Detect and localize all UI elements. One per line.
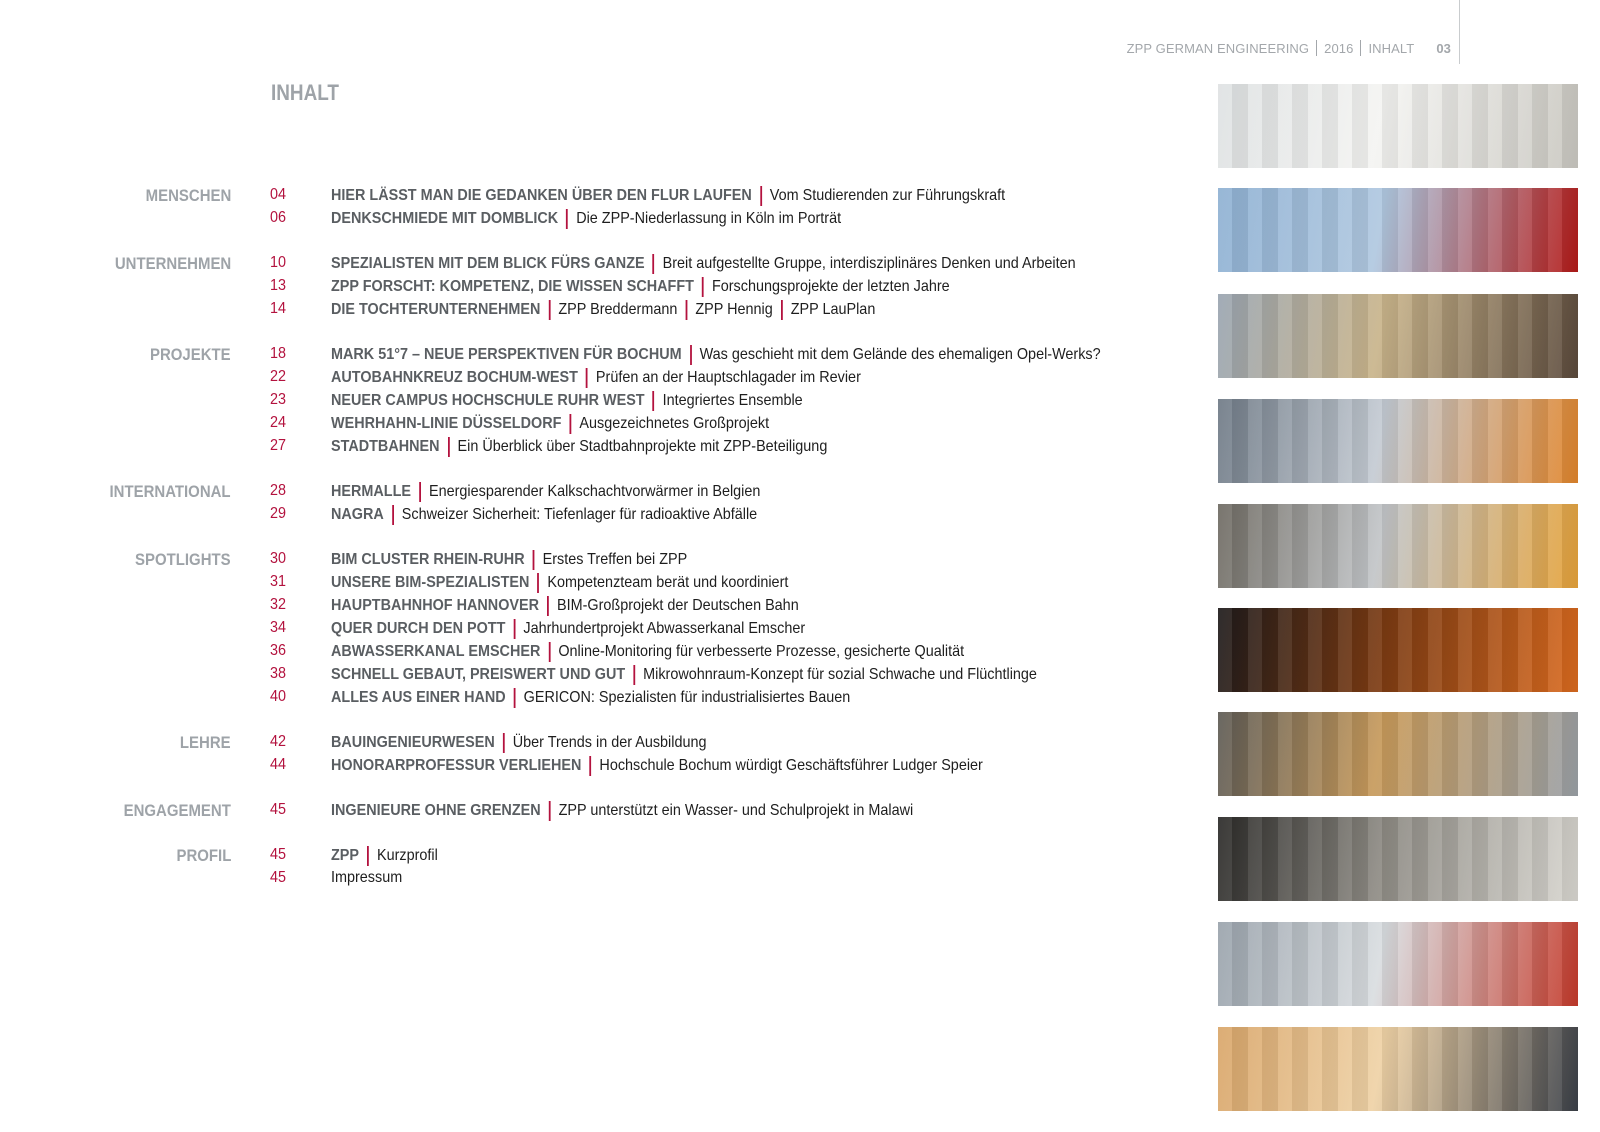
entry-description: Breit aufgestellte Gruppe, interdisziplinäres Denken und Arbeiten <box>662 255 1076 272</box>
entry-title: DENKSCHMIEDE MIT DOMBLICK <box>331 210 559 227</box>
entry-separator <box>690 345 692 365</box>
entry-page-number: 45 <box>270 801 287 818</box>
entry-separator <box>685 300 687 320</box>
entry-description: Online-Monitoring für verbesserte Prozesse, gesicherte Qualität <box>558 643 965 660</box>
entry-title: NAGRA <box>331 506 384 523</box>
entry-separator <box>419 482 421 502</box>
entry-description: ZPP LauPlan <box>790 301 876 318</box>
toc-entry[interactable] <box>0 184 1160 207</box>
entry-title: MARK 51°7 – NEUE PERSPEKTIVEN FÜR BOCHUM <box>331 346 682 363</box>
entry-page-number: 44 <box>270 756 287 773</box>
entry-title: HIER LÄSST MAN DIE GEDANKEN ÜBER DEN FLUR LAUFEN <box>331 187 752 204</box>
page-title: INHALT <box>271 80 339 105</box>
entry-text <box>331 391 803 411</box>
entry-page-number: 30 <box>270 550 287 567</box>
toc-section-profil <box>0 844 1160 890</box>
entry-text <box>331 665 1037 685</box>
entry-text <box>331 345 1101 365</box>
entry-title: ABWASSERKANAL EMSCHER <box>331 643 541 660</box>
entry-separator <box>533 550 535 570</box>
furnace-industry-photo <box>1218 608 1578 692</box>
entry-text <box>331 573 788 593</box>
red-steel-structure-photo <box>1218 188 1578 272</box>
entry-page-number: 31 <box>270 573 287 590</box>
toc-entry[interactable] <box>0 731 1160 754</box>
toc-entry[interactable] <box>0 252 1160 275</box>
toc-entry[interactable] <box>0 548 1160 571</box>
entry-page-number: 14 <box>270 300 287 317</box>
entry-description: Die ZPP-Niederlassung in Köln im Porträt <box>576 210 842 227</box>
toc-entry[interactable] <box>0 663 1160 686</box>
sewer-tunnel-photo <box>1218 817 1578 901</box>
toc-section-engagement <box>0 799 1160 822</box>
section-label: UNTERNEHMEN <box>114 254 231 273</box>
header-separator <box>1360 40 1361 56</box>
toc-entry[interactable] <box>0 343 1160 366</box>
entry-title: UNSERE BIM-SPEZIALISTEN <box>331 574 530 591</box>
entry-text <box>331 756 983 776</box>
entry-text <box>331 186 1005 206</box>
entry-separator <box>547 596 549 616</box>
toc-entry[interactable] <box>0 412 1160 435</box>
entry-separator <box>566 209 568 229</box>
three-men-portrait-photo <box>1218 1027 1578 1111</box>
toc-section-spotlights <box>0 548 1160 709</box>
toc-entry[interactable] <box>0 480 1160 503</box>
entry-text <box>331 869 402 887</box>
section-label: MENSCHEN <box>145 186 231 205</box>
toc-section-international <box>0 480 1160 526</box>
toc-entry[interactable] <box>0 640 1160 663</box>
entry-title: BAUINGENIEURWESEN <box>331 734 495 751</box>
entry-text <box>331 300 875 320</box>
entry-description: Ein Überblick über Stadtbahnprojekte mit ZPP-Beteiligung <box>457 438 828 455</box>
entry-description: GERICON: Spezialisten für industrialisiertes Bauen <box>523 689 851 706</box>
entry-description: ZPP unterstützt ein Wasser- und Schulprojekt in Malawi <box>558 802 914 819</box>
section-label: LEHRE <box>180 733 231 752</box>
entry-page-number: 06 <box>270 209 287 226</box>
toc-section-lehre <box>0 731 1160 777</box>
header-year: 2016 <box>1324 40 1354 56</box>
entry-separator <box>548 300 550 320</box>
entry-separator <box>538 573 540 593</box>
entry-page-number: 42 <box>270 733 287 750</box>
entry-description: Was geschieht mit dem Gelände des ehemaligen Opel-Werks? <box>699 346 1101 363</box>
entry-text <box>331 277 950 297</box>
entry-title: WEHRHAHN-LINIE DÜSSELDORF <box>331 415 562 432</box>
entry-text <box>331 550 687 570</box>
entry-title: STADTBAHNEN <box>331 438 440 455</box>
entry-page-number: 38 <box>270 665 287 682</box>
entry-page-number: 45 <box>270 846 287 863</box>
entry-separator <box>760 186 762 206</box>
toc-entry[interactable] <box>0 594 1160 617</box>
header-separator <box>1316 40 1317 56</box>
entry-separator <box>570 414 572 434</box>
toc-entry[interactable] <box>0 366 1160 389</box>
entry-title: ZPP FORSCHT: KOMPETENZ, DIE WISSEN SCHAFFT <box>331 278 694 295</box>
entry-description: Über Trends in der Ausbildung <box>512 734 707 751</box>
toc-entry[interactable] <box>0 754 1160 777</box>
entry-text <box>331 437 827 457</box>
entry-description: Erstes Treffen bei ZPP <box>542 551 688 568</box>
page-number: 03 <box>1436 40 1451 56</box>
entry-text <box>331 846 438 866</box>
toc-entry[interactable] <box>0 389 1160 412</box>
entry-text <box>331 209 841 229</box>
entry-separator <box>702 277 704 297</box>
entry-title: HAUPTBAHNHOF HANNOVER <box>331 597 539 614</box>
entry-description: Jahrhundertprojekt Abwasserkanal Emscher <box>523 620 806 637</box>
entry-description: Integriertes Ensemble <box>662 392 803 409</box>
entry-page-number: 24 <box>270 414 287 431</box>
toc-entry[interactable] <box>0 799 1160 822</box>
entry-separator <box>653 254 655 274</box>
toc-entry[interactable] <box>0 617 1160 640</box>
entry-description: Hochschule Bochum würdigt Geschäftsführer Ludger Speier <box>599 757 983 774</box>
toc-entry[interactable] <box>0 571 1160 594</box>
entry-title: NEUER CAMPUS HOCHSCHULE RUHR WEST <box>331 392 645 409</box>
entry-text <box>331 596 799 616</box>
toc-entry[interactable] <box>0 275 1160 298</box>
entry-separator <box>514 688 516 708</box>
entry-text <box>331 368 861 388</box>
entry-page-number: 40 <box>270 688 287 705</box>
entry-page-number: 34 <box>270 619 287 636</box>
toc-entry[interactable] <box>0 207 1160 230</box>
office-meeting-photo <box>1218 84 1578 168</box>
header-section: INHALT <box>1368 40 1415 56</box>
entry-description: Kompetenzteam berät und koordiniert <box>547 574 789 591</box>
entry-separator <box>781 300 783 320</box>
entry-description: Impressum <box>331 869 403 886</box>
entry-title: SCHNELL GEBAUT, PREISWERT UND GUT <box>331 666 626 683</box>
factory-hall-photo <box>1218 922 1578 1006</box>
entry-separator <box>653 391 655 411</box>
entry-page-number: 13 <box>270 277 287 294</box>
entry-description: Mikrowohnraum-Konzept für sozial Schwache und Flüchtlinge <box>643 666 1037 683</box>
entry-text <box>331 642 964 662</box>
section-label: SPOTLIGHTS <box>135 550 231 569</box>
entry-description: Energiesparender Kalkschachtvorwärmer in Belgien <box>429 483 761 500</box>
entry-separator <box>503 733 505 753</box>
section-label: PROFIL <box>176 846 231 865</box>
entry-page-number: 23 <box>270 391 287 408</box>
toc-section-projekte <box>0 343 1160 458</box>
entry-separator <box>549 801 551 821</box>
toc-entry[interactable] <box>0 867 1160 890</box>
toc-section-unternehmen <box>0 252 1160 321</box>
entry-page-number: 04 <box>270 186 287 203</box>
entry-description: Prüfen an der Hauptschlagader im Revier <box>595 369 861 386</box>
hall-workers-photo <box>1218 399 1578 483</box>
station-aerial-photo <box>1218 712 1578 796</box>
entry-page-number: 10 <box>270 254 287 271</box>
entry-text <box>331 482 760 502</box>
entry-text <box>331 688 850 708</box>
entry-page-number: 32 <box>270 596 287 613</box>
entry-title: DIE TOCHTERUNTERNEHMEN <box>331 301 541 318</box>
entry-title: HERMALLE <box>331 483 412 500</box>
entry-separator <box>448 437 450 457</box>
entry-title: QUER DURCH DEN POTT <box>331 620 506 637</box>
entry-text <box>331 619 805 639</box>
staircase-portrait-photo <box>1218 294 1578 378</box>
entry-description: Ausgezeichnetes Großprojekt <box>579 415 770 432</box>
entry-page-number: 22 <box>270 368 287 385</box>
tunnel-construction-photo <box>1218 504 1578 588</box>
entry-text <box>331 254 1076 274</box>
section-label: PROJEKTE <box>150 345 231 364</box>
entry-description: Forschungsprojekte der letzten Jahre <box>711 278 950 295</box>
section-label: INTERNATIONAL <box>109 482 231 501</box>
toc-entry[interactable] <box>0 686 1160 709</box>
running-header <box>1127 40 1451 56</box>
entry-title: ZPP <box>331 847 360 864</box>
section-label: ENGAGEMENT <box>123 801 231 820</box>
entry-description: BIM-Großprojekt der Deutschen Bahn <box>556 597 799 614</box>
toc-section-menschen <box>0 184 1160 230</box>
entry-title: ALLES AUS EINER HAND <box>331 689 506 706</box>
entry-description: Kurzprofil <box>377 847 438 864</box>
header-publication: ZPP GERMAN ENGINEERING <box>1126 40 1310 56</box>
toc-entry[interactable] <box>0 435 1160 458</box>
entry-separator <box>514 619 516 639</box>
entry-text <box>331 414 769 434</box>
entry-separator <box>586 368 588 388</box>
entry-title: INGENIEURE OHNE GRENZEN <box>331 802 541 819</box>
header-divider <box>1459 0 1460 64</box>
toc-entry[interactable] <box>0 844 1160 867</box>
entry-title: BIM CLUSTER RHEIN-RUHR <box>331 551 525 568</box>
entry-description: ZPP Breddermann <box>558 301 678 318</box>
toc-entry[interactable] <box>0 298 1160 321</box>
entry-text <box>331 801 913 821</box>
entry-separator <box>633 665 635 685</box>
entry-description: Vom Studierenden zur Führungskraft <box>769 187 1006 204</box>
entry-description: ZPP Hennig <box>695 301 773 318</box>
entry-page-number: 28 <box>270 482 287 499</box>
entry-page-number: 45 <box>270 869 287 886</box>
entry-title: HONORARPROFESSUR VERLIEHEN <box>331 757 582 774</box>
entry-title: SPEZIALISTEN MIT DEM BLICK FÜRS GANZE <box>331 255 645 272</box>
entry-separator <box>548 642 550 662</box>
entry-description: Schweizer Sicherheit: Tiefenlager für radioaktive Abfälle <box>401 506 758 523</box>
entry-page-number: 36 <box>270 642 287 659</box>
entry-page-number: 27 <box>270 437 287 454</box>
entry-page-number: 29 <box>270 505 287 522</box>
entry-separator <box>367 846 369 866</box>
toc-entry[interactable] <box>0 503 1160 526</box>
entry-text <box>331 505 757 525</box>
table-of-contents <box>0 184 1160 912</box>
entry-separator <box>392 505 394 525</box>
entry-separator <box>590 756 592 776</box>
entry-title: AUTOBAHNKREUZ BOCHUM-WEST <box>331 369 578 386</box>
entry-text <box>331 733 706 753</box>
entry-page-number: 18 <box>270 345 287 362</box>
